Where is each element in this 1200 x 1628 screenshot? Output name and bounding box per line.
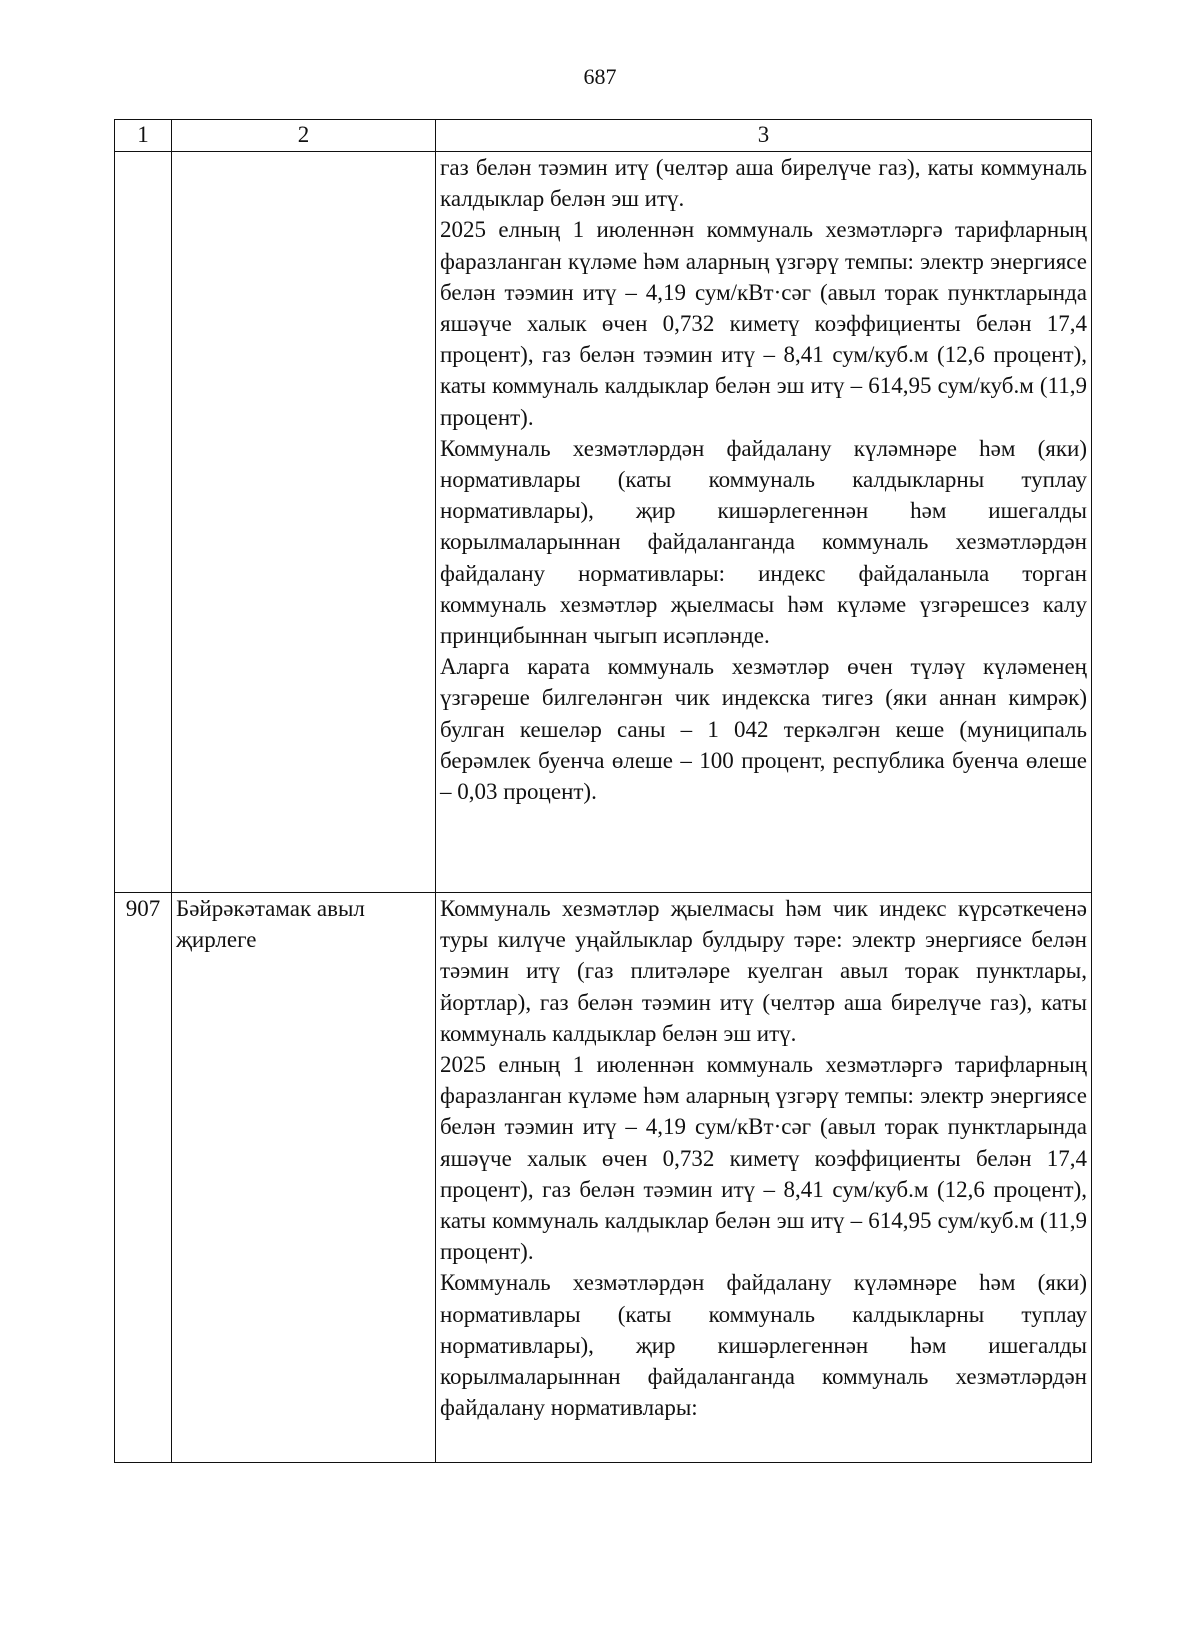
table-header-row xyxy=(115,120,1092,152)
content-paragraph: 2025 елның 1 июленнән коммуналь хезмәтләргә тарифларның фаразланган күләме һәм аларның үзгәрү темпы: электр энергиясе белән тәэмин итү – 4,19 сум/кВт·сәг (авыл торак пунктларында яшәүче халык өчен 0,732 киметү коэффициенты белән 17,4 процент), газ белән тәэмин итү – 8,41 сум/куб.м (12,6 процент), каты коммуналь калдыклар белән эш итү – 614,95 сум/куб.м (11,9 процент). xyxy=(440,1052,1087,1265)
content-paragraph: Коммуналь хезмәтләрдән файдалану күләмнәре һәм (яки) нормативлары (каты коммуналь калдыкларны туплау нормативлары), җир кишәрлегеннән һәм ишегалды корылмаларыннан файдаланганда коммуналь хезмәтләрдән файдалану нормативлары: индекс файдаланыла торган коммуналь хезмәтләр җыелмасы һәм күләме үзгәрешсез калу принцибыннан чыгып исәпләнде. xyxy=(440,435,1087,649)
row-content xyxy=(436,152,1092,893)
row-content xyxy=(436,893,1092,1463)
table-row xyxy=(115,152,1092,893)
content-paragraph: Аларга карата коммуналь хезмәтләр өчен түләү күләменең үзгәреше билгеләнгән чик индекска тигез (яки аннан кимрәк) булган кешеләр саны – 1 042 теркәлгән кеше (муниципаль берәмлек буенча өлеше – 100 процент, республика буенча өлеше – 0,03 процент). xyxy=(440,654,1087,805)
header-col-3: 3 xyxy=(436,120,1092,152)
table-row xyxy=(115,893,1092,1463)
content-paragraph: газ белән тәэмин итү (челтәр аша бирелүче газ), каты коммуналь калдыклар белән эш итү. xyxy=(440,155,1087,212)
page-number: 687 xyxy=(583,64,617,89)
content-paragraph: Коммуналь хезмәтләрдән файдалану күләмнәре һәм (яки) нормативлары (каты коммуналь калдыкларны туплау нормативлары), җир кишәрлегеннән һәм ишегалды корылмаларыннан файдаланганда коммуналь хезмәтләрдән файдалану нормативлары: xyxy=(440,1270,1087,1421)
row-number: 907 xyxy=(115,893,172,1463)
header-col-1: 1 xyxy=(115,120,172,152)
header-col-2: 2 xyxy=(172,120,436,152)
settlement-name: Бәйрәкәтамак авыл җирлеге xyxy=(172,893,436,1463)
row-number xyxy=(115,152,172,893)
settlement-name xyxy=(172,152,436,893)
content-paragraph: Коммуналь хезмәтләр җыелмасы һәм чик индекс күрсәткеченә туры килүче уңайлыклар булдыру тәре: электр энергиясе белән тәэмин итү (газ плитәләре куелган авыл торак пунктлары, йортлар), газ белән тәэмин итү (челтәр аша бирелүче газ), каты коммуналь калдыклар белән эш итү. xyxy=(440,896,1087,1046)
content-paragraph: 2025 елның 1 июленнән коммуналь хезмәтләргә тарифларның фаразланган күләме һәм аларның үзгәрү темпы: электр энергиясе белән тәэмин итү – 4,19 сум/кВт·сәг (авыл торак пунктларында яшәүче халык өчен 0,732 киметү коэффициенты белән 17,4 процент), газ белән тәэмин итү – 8,41 сум/куб.м (12,6 процент), каты коммуналь калдыклар белән эш итү – 614,95 сум/куб.м (11,9 процент). xyxy=(440,217,1087,430)
tariff-table xyxy=(114,119,1092,1463)
